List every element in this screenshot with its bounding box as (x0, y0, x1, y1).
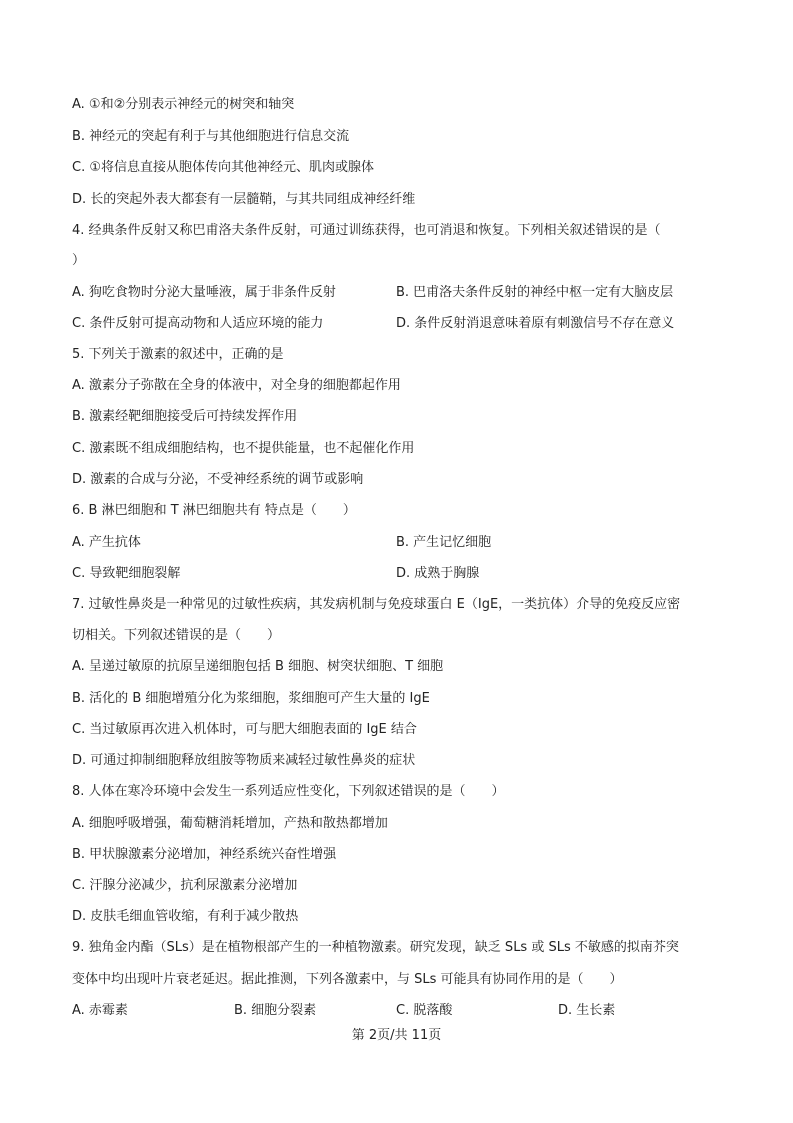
q7-option-d: D. 可通过抑制细胞释放组胺等物质来减轻过敏性鼻炎的症状 (72, 753, 416, 768)
q9-option-a: A. 赤霉素 (72, 1003, 128, 1018)
q8-option-b: B. 甲状腺激素分泌增加，神经系统兴奋性增强 (72, 847, 337, 862)
q6-stem: 6. B 淋巴细胞和 T 淋巴细胞共有 特点是（ ） (72, 503, 356, 518)
q4-option-a: A. 狗吃食物时分泌大量唾液，属于非条件反射 (72, 285, 336, 300)
q3-option-c: C. ①将信息直接从胞体传向其他神经元、肌肉或腺体 (72, 160, 374, 175)
q5-option-a: A. 激素分子弥散在全身的体液中，对全身的细胞都起作用 (72, 378, 401, 393)
q7-option-c: C. 当过敏原再次进入机体时，可与肥大细胞表面的 IgE 结合 (72, 722, 417, 737)
q8-option-a: A. 细胞呼吸增强，葡萄糖消耗增加，产热和散热都增加 (72, 816, 388, 831)
q5-option-b: B. 激素经靶细胞接受后可持续发挥作用 (72, 409, 298, 424)
q6-options-row2 (72, 565, 722, 583)
q5-option-d: D. 激素的合成与分泌，不受神经系统的调节或影响 (72, 472, 364, 487)
q6-option-c: C. 导致靶细胞裂解 (72, 566, 181, 581)
q5-option-c: C. 激素既不组成细胞结构，也不提供能量，也不起催化作用 (72, 441, 415, 456)
q8-option-d: D. 皮肤毛细血管收缩，有利于减少散热 (72, 909, 299, 924)
q6-options-row1 (72, 534, 722, 552)
q3-option-d: D. 长的突起外表大都套有一层髓鞘，与其共同组成神经纤维 (72, 192, 416, 207)
q6-option-d: D. 成熟于胸腺 (396, 566, 480, 581)
q6-option-a: A. 产生抗体 (72, 535, 141, 550)
q9-option-d: D. 生长素 (558, 1003, 616, 1018)
q7-stem-line1: 7. 过敏性鼻炎是一种常见的过敏性疾病，其发病机制与免疫球蛋白 E（IgE，一类抗体）介导的免疫反应密 (72, 597, 681, 612)
q4-option-b: B. 巴甫洛夫条件反射的神经中枢一定有大脑皮层 (396, 285, 674, 300)
q4-option-c: C. 条件反射可提高动物和人适应环境的能力 (72, 316, 324, 331)
q4-stem-line1: 4. 经典条件反射又称巴甫洛夫条件反射，可通过训练获得，也可消退和恢复。下列相关叙述错误的是（ (72, 223, 661, 238)
q9-stem-line1: 9. 独角金内酯（SLs）是在植物根部产生的一种植物激素。研究发现，缺乏 SLs 或 SLs 不敏感的拟南芥突 (72, 940, 679, 955)
q6-option-b: B. 产生记忆细胞 (396, 535, 492, 550)
q8-option-c: C. 汗腺分泌减少，抗利尿激素分泌增加 (72, 878, 298, 893)
q4-options-row2 (72, 315, 722, 333)
q8-stem: 8. 人体在寒冷环境中会发生一系列适应性变化，下列叙述错误的是（ ） (72, 784, 505, 799)
q7-stem-line2: 切相关。下列叙述错误的是（ ） (72, 628, 281, 643)
q5-stem: 5. 下列关于激素的叙述中，正确的是 (72, 347, 284, 362)
q4-options-row1 (72, 284, 722, 302)
q9-option-b: B. 细胞分裂素 (234, 1003, 317, 1018)
q4-stem-line2: ） (72, 253, 86, 268)
q3-option-a: A. ①和②分别表示神经元的树突和轴突 (72, 97, 295, 112)
q7-option-a: A. 呈递过敏原的抗原呈递细胞包括 B 细胞、树突状细胞、T 细胞 (72, 659, 444, 674)
q3-option-b: B. 神经元的突起有利于与其他细胞进行信息交流 (72, 129, 350, 144)
q9-stem-line2: 变体中均出现叶片衰老延迟。据此推测，下列各激素中，与 SLs 可能具有协同作用的是（ ） (72, 972, 623, 987)
page-number-footer: 第 2页/共 11页 (351, 1028, 442, 1043)
q4-option-d: D. 条件反射消退意味着原有刺激信号不存在意义 (396, 316, 675, 331)
q9-option-c: C. 脱落酸 (396, 1003, 453, 1018)
q7-option-b: B. 活化的 B 细胞增殖分化为浆细胞，浆细胞可产生大量的 IgE (72, 691, 430, 706)
